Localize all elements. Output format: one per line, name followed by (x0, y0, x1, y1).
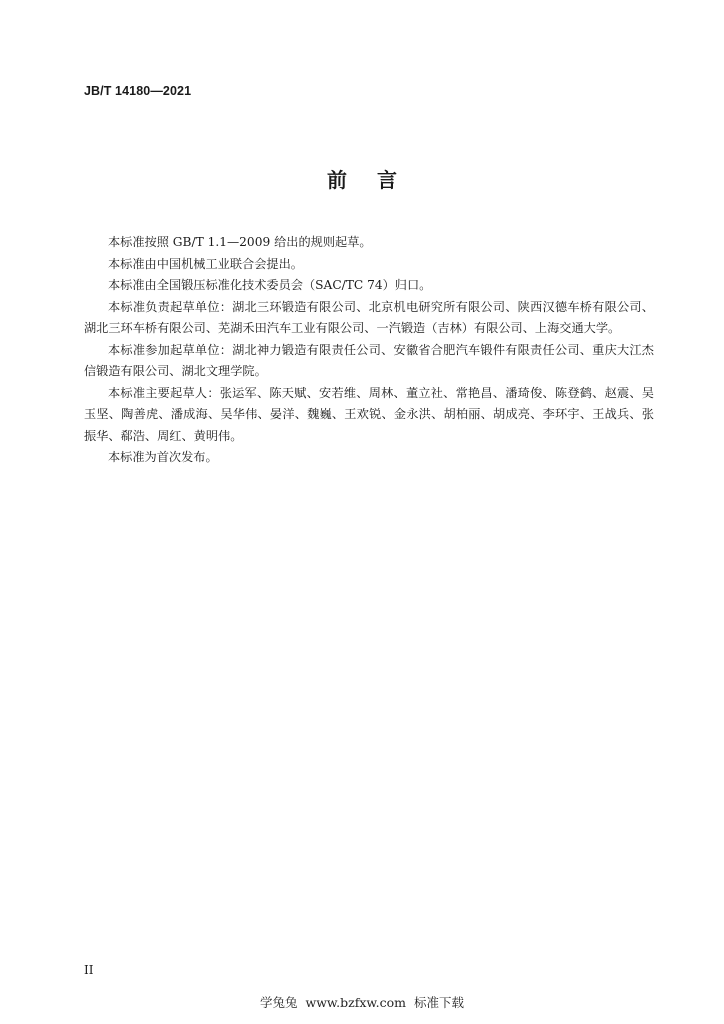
standard-code: JB/T 14180—2021 (84, 84, 192, 98)
footer-site-name: 学兔兔 (260, 995, 298, 1010)
paragraph-first-release: 本标准为首次发布。 (108, 450, 218, 464)
foreword-body (84, 232, 654, 469)
footer-watermark (0, 993, 724, 1011)
footer-url: www.bzfxw.com (305, 995, 406, 1010)
page-number: II (84, 963, 94, 977)
paragraph-participating-drafters: 本标准参加起草单位：湖北神力锻造有限责任公司、安徽省合肥汽车锻件有限责任公司、重庆大江杰信锻造有限公司、湖北文理学院。 (84, 342, 654, 378)
title-char-2: 言 (377, 168, 397, 192)
paragraph-main-authors: 本标准主要起草人：张运军、陈天赋、安若维、周林、董立社、常艳昌、潘琦俊、陈登鹤、赵震、吴玉坚、陶善虎、潘成海、吴华伟、晏洋、魏巍、王欢锐、金永洪、胡柏丽、胡成亮、李环宇、王战兵、张振华、郗浩、周红、黄明伟。 (84, 385, 654, 443)
paragraph-committee: 本标准由全国锻压标准化技术委员会（SAC/TC 74）归口。 (108, 278, 432, 292)
page-title (0, 164, 724, 193)
paragraph-proposer: 本标准由中国机械工业联合会提出。 (108, 256, 303, 271)
paragraph-lead-drafters: 本标准负责起草单位：湖北三环锻造有限公司、北京机电研究所有限公司、陕西汉德车桥有限公司、湖北三环车桥有限公司、芜湖禾田汽车工业有限公司、一汽锻造（吉林）有限公司、上海交通大学。 (84, 299, 654, 335)
footer-label: 标准下载 (413, 995, 464, 1010)
title-char-1: 前 (327, 168, 347, 192)
paragraph-drafting-rules: 本标准按照 GB/T 1.1—2009 给出的规则起草。 (108, 235, 372, 249)
